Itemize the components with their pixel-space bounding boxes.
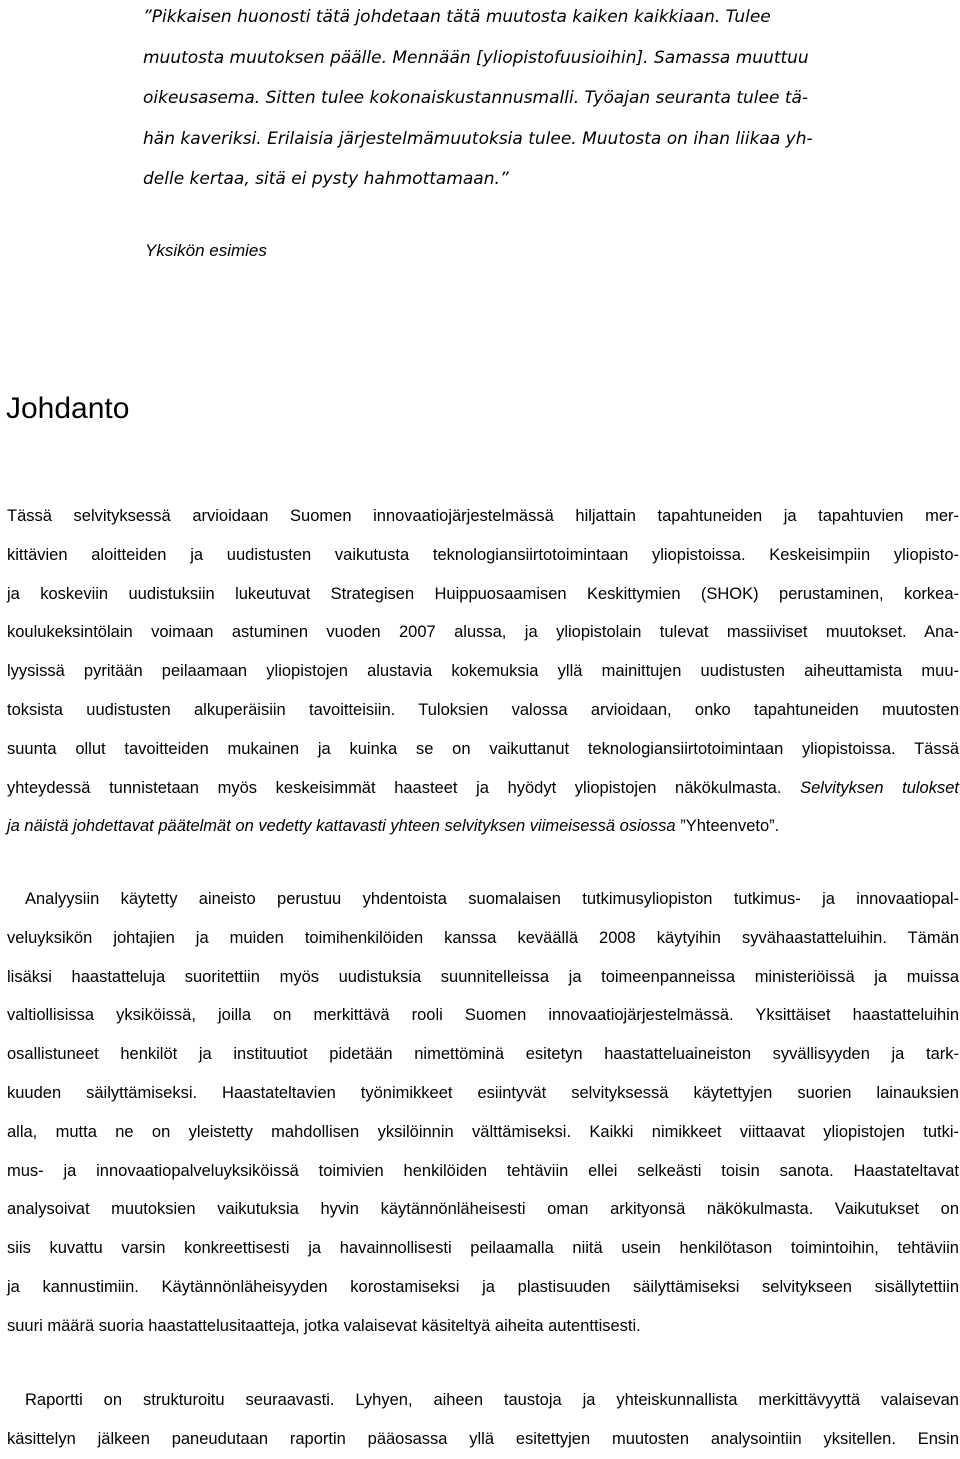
- text-line: toksista uudistusten alkuperäisiin tavoitteisiin. Tuloksien valossa arvioidaan, onko tapahtuneiden muutosten: [7, 700, 959, 719]
- quote-line: delle kertaa, sitä ei pysty hahmottamaan.”: [143, 169, 509, 189]
- text-line: mus- ja innovaatiopalveluyksiköissä toimivien henkilöiden tehtäviin ellei selkeästi toisin sanota. Haastateltavat: [7, 1161, 959, 1180]
- text-line: suunta ollut tavoitteiden mukainen ja kuinka se on vaikuttanut teknologiansiirtotoimintaan yliopistoissa. Tässä: [7, 739, 959, 758]
- text-line: [7, 807, 959, 846]
- text-line: ja koskeviin uudistuksiin lukeutuvat Strategisen Huippuosaamisen Keskittymien (SHOK) perustaminen, korkea-: [7, 584, 959, 603]
- text-line: kuuden säilyttämiseksi. Haastateltavien työnimikkeet esiintyvät selvityksessä käytettyjen suorien lainauksien: [7, 1083, 959, 1102]
- section-heading: Johdanto: [6, 392, 130, 425]
- text-line: Raportti on strukturoitu seuraavasti. Lyhyen, aiheen taustoja ja yhteiskunnallista merkittävyyttä valaisevan: [25, 1391, 959, 1409]
- text-segment: ”Yhteenveto”.: [675, 817, 780, 836]
- quote-line: muutosta muutoksen päälle. Mennään [yliopistofuusioihin]. Samassa muuttuu: [143, 47, 809, 68]
- text-line: suuri määrä suoria haastattelusitaatteja, jotka valaisevat käsiteltyä aiheita autenttisesti.: [7, 1316, 641, 1335]
- text-line: Tässä selvityksessä arvioidaan Suomen innovaatiojärjestelmässä hiljattain tapahtuneiden ja tapahtuvien mer-: [7, 507, 959, 525]
- paragraph-intro: [7, 497, 959, 846]
- text-line: lyysissä pyritään peilaamaan yliopistojen alustavia kokemuksia yllä mainittujen uudistusten aiheuttamista muu-: [7, 662, 959, 681]
- text-line: käsittelyn jälkeen paneudutaan raportin pääosassa yllä esitettyjen muutosten analysointiin yksitellen. Ensin: [7, 1429, 959, 1448]
- text-line: analysoivat muutoksien vaikutuksia hyvin käytännönläheisesti oman arkityonsä näkökulmasta. Vaikutukset on: [7, 1200, 959, 1219]
- quote-attribution: Yksikön esimies: [145, 241, 267, 260]
- text-line: siis kuvattu varsin konkreettisesti ja havainnollisesti peilaamalla niitä usein henkilötason toimintoihin, tehtäviin: [7, 1239, 959, 1258]
- text-line: kittävien aloitteiden ja uudistusten vaikutusta teknologiansiirtotoimintaan yliopistoissa. Keskeisimpiin yliopisto-: [7, 545, 959, 564]
- text-line: ja kannustimiin. Käytännönläheisyyden korostamiseksi ja plastisuuden säilyttämiseksi selvitykseen sisällytettiin: [7, 1277, 959, 1296]
- text-line: koulukeksintölain voimaan astuminen vuoden 2007 alussa, ja yliopistolain tulevat massiiviset muutokset. Ana-: [7, 623, 959, 642]
- text-line: veluyksikön johtajien ja muiden toimihenkilöiden kanssa keväällä 2008 käytyihin syvähaastatteluihin. Tämän: [7, 928, 959, 947]
- text-line: Analyysiin käytetty aineisto perustuu yhdentoista suomalaisen tutkimusyliopiston tutkimus- ja innovaatiopal-: [25, 890, 959, 908]
- italic-text: ja näistä johdettavat päätelmät on vedetty kattavasti yhteen selvityksen viimeisessä osiossa: [7, 817, 676, 836]
- text-segment: yhteydessä tunnistetaan myös keskeisimmät haasteet ja hyödyt yliopistojen näkökulmasta.: [7, 778, 782, 797]
- italic-text: Selvityksen tulokset: [800, 778, 959, 797]
- quote-line: oikeusasema. Sitten tulee kokonaiskustannusmalli. Työajan seuranta tulee tä-: [143, 88, 809, 108]
- text-line: valtiollisissa yksiköissä, joilla on merkittävä rooli Suomen innovaatiojärjestelmässä. Yksittäiset haastatteluihin: [7, 1006, 959, 1025]
- text-line: osallistuneet henkilöt ja instituutiot pidetään nimettöminä esitetyn haastatteluaineiston syvällisyyden ja tark-: [7, 1045, 959, 1064]
- text-line: alla, mutta ne on yleistetty mahdollisen yksilöinnin välttämiseksi. Kaikki nimikkeet viittaavat yliopistojen tutki-: [7, 1122, 959, 1141]
- interview-quote: [143, 0, 823, 200]
- quote-line: ”Pikkaisen huonosti tätä johdetaan tätä muutosta kaiken kaikkiaan. Tulee: [143, 7, 771, 27]
- paragraph-structure: [7, 1381, 959, 1459]
- text-line: [7, 769, 959, 808]
- text-line: lisäksi haastatteluja suoritettiin myös uudistuksia suunnitelleissa ja toimeenpanneissa ministeriöissä ja muissa: [7, 967, 959, 986]
- quote-line: hän kaveriksi. Erilaisia järjestelmämuutoksia tulee. Muutosta on ihan liikaa yh-: [143, 128, 813, 149]
- paragraph-material: [7, 880, 959, 1346]
